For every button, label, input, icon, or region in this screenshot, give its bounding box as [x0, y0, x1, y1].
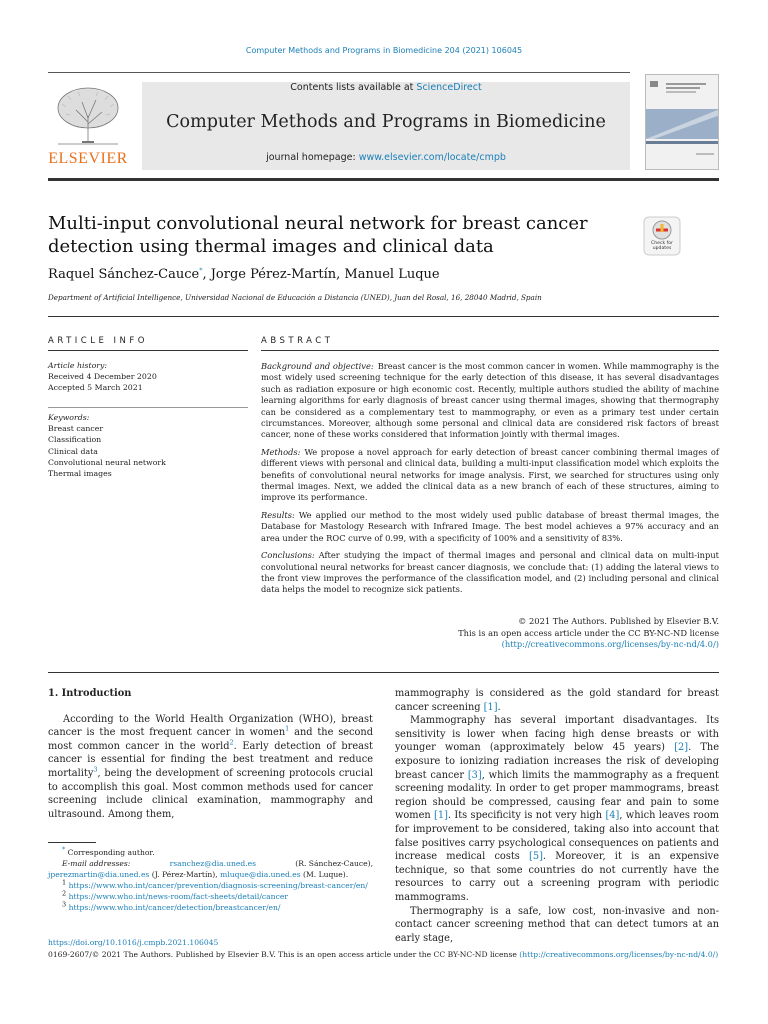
abstract-text: After studying the impact of thermal images and personal and clinical data on multi-input convolutional neural networks for breast cancer diagnosis, we conclude that: (1) adding the lateral views to the front view improves the performance of the classification model, and (2) including personal and clinical data helps the model to recognize sick patients.: [261, 550, 719, 595]
text-run: , being the development of screening protocols crucial to accomplish this goal. Most common methods used for cancer screening include clinical examination, mammography and ultrasound. Among them,: [48, 767, 373, 820]
body-paragraph: Thermography is a safe, low cost, non-invasive and non-contact cancer screening method that can detect tumors at an early stage,: [395, 905, 719, 944]
citation-link[interactable]: [3]: [467, 769, 482, 781]
issn-text: 0169-2607/© 2021 The Authors. Published by Elsevier B.V. This is an open access article under the CC BY-NC-ND license: [48, 950, 520, 959]
text-run: mammography is considered as the gold standard for breast cancer screening: [395, 688, 719, 713]
citation-link[interactable]: [4]: [605, 810, 620, 822]
history-label: Article history:: [48, 361, 108, 370]
abstract-label: Background and objective:: [261, 361, 374, 371]
body-column-right: [395, 687, 719, 945]
keyword-item: Breast cancer: [48, 424, 104, 434]
text-run: . Early detection of breast cancer is essential for finding the best treatment and reduce mortality: [48, 740, 373, 779]
masthead-rule: [48, 72, 630, 73]
keyword-item: Clinical data: [48, 446, 98, 456]
article-history: [48, 360, 248, 393]
body-column-left: [48, 687, 373, 821]
abstract-text: We applied our method to the most widely used public database of breast thermal images, the Database for Mastology Research with Infrared Image. The best model achieves a 97% accuracy and an area under the ROC curve of 0.99, with a specificity of 100% and a sensitivity of 83%.: [261, 509, 719, 543]
author-name[interactable]: Jorge Pérez-Martín: [210, 267, 337, 282]
email-link[interactable]: mluque@dia.uned.es: [220, 870, 301, 879]
email-link[interactable]: rsanchez@dia.uned.es: [169, 859, 257, 868]
body-paragraph: [395, 714, 719, 904]
footnote-rule: [48, 842, 96, 843]
footnote-emails-cont: [48, 869, 373, 880]
issn-line: [48, 950, 719, 959]
affiliation: Department of Artificial Intelligence, Universidad Nacional de Educación a Distancia (UNED), Juan del Rosal, 16, 28040 Madrid, Spain: [48, 293, 542, 302]
text-run: , which limits the mammography as a frequent screening modality. In order to get proper mammograms, breast region should be compressed, causing fear and pain to some women: [395, 769, 719, 822]
abstract-body: [261, 361, 719, 602]
asterisk-mark: *: [62, 845, 66, 854]
abstract-label: Conclusions:: [261, 550, 315, 561]
abstract-methods: [261, 447, 719, 504]
keyword-item: Thermal images: [48, 469, 112, 479]
text-run: , which leaves room for improvement to be considered, taking also into account that false positives carry psychological consequences on patients and increase medical costs: [395, 810, 720, 863]
cover-image: [646, 75, 719, 170]
abstract-text: Breast cancer is the most common cancer in women. While mammography is the most widely used screening technique for the early detection of this disease, it has several disadvantages such as radiation exposure or high economic cost. Recently, multiple authors studied the ability of machine learning algorithms for early diagnosis of breast cancer using thermal images, showing that thermography can be considered as a complementary test to mammography, or even as a primary test under certain circumstances. Moreover, although some personal and clinical data are considered risk factors of breast cancer, none of these works considered that information jointly with thermal images.: [261, 361, 719, 440]
author-list: [48, 267, 648, 282]
abstract-results: [261, 510, 719, 544]
article-title: Multi-input convolutional neural network for breast cancer detection using thermal images and clinical data: [48, 213, 588, 257]
license-link[interactable]: (http://creativecommons.org/licenses/by-nc-nd/4.0/): [501, 639, 719, 650]
footnote-2: $^2$ https://www.who.int/news-room/fact-sheets/detail/cancer: [62, 889, 288, 901]
body-paragraph: [48, 713, 373, 822]
author-name[interactable]: Manuel Luque: [344, 267, 440, 282]
copyright-line: © 2021 The Authors. Published by Elsevier B.V.: [518, 616, 719, 626]
citation-link[interactable]: [2]: [674, 742, 689, 754]
text-run: .: [497, 701, 501, 713]
license-line: This is an open access article under the CC BY-NC-ND license: [458, 627, 719, 638]
homepage-prefix: journal homepage:: [266, 152, 359, 163]
body-rule: [48, 672, 719, 673]
abstract-conclusions: [261, 550, 719, 596]
footnote-url[interactable]: https://www.who.int/cancer/detection/breastcancer/en/: [68, 903, 281, 912]
abstract-label: Methods:: [261, 446, 301, 457]
doi-link[interactable]: https://doi.org/10.1016/j.cmpb.2021.106045: [48, 938, 219, 947]
journal-title: Computer Methods and Programs in Biomedicine: [166, 112, 606, 132]
keyword-item: Classification: [48, 435, 102, 445]
citation-link[interactable]: [5]: [529, 851, 543, 863]
running-head[interactable]: Computer Methods and Programs in Biomedicine 204 (2021) 106045: [245, 46, 523, 55]
footer-license-link[interactable]: (http://creativecommons.org/licenses/by-nc-nd/4.0/): [519, 950, 719, 959]
keyword-item: Convolutional neural network: [48, 457, 166, 467]
text-run: and the second most common cancer in the world: [48, 727, 373, 752]
text-run: . Its specificity is not very high: [447, 810, 606, 822]
footnote-ref[interactable]: 1: [285, 724, 290, 733]
keywords-label: Keywords:: [48, 413, 90, 422]
article-info-heading: ARTICLE INFO: [48, 336, 148, 346]
corresponding-mark[interactable]: *: [199, 266, 203, 275]
citation-link[interactable]: [1]: [434, 810, 448, 822]
footnotes: [48, 847, 373, 913]
email-link[interactable]: jperezmartin@dia.uned.es: [48, 870, 150, 879]
text-run: . The exposure to ionizing radiation increases the risk of developing breast cancer: [395, 742, 720, 781]
abstract-rule: [261, 350, 719, 351]
author-name[interactable]: Raquel Sánchez-Cauce: [48, 267, 200, 282]
copyright-block: [261, 616, 719, 651]
citation-link[interactable]: [1]: [483, 701, 498, 713]
email-owner: (J. Pérez-Martín),: [151, 870, 218, 879]
crossmark-button[interactable]: [643, 216, 681, 256]
text-run: . Moreover, it is an expensive technique, so that some countries do not currently have the resources to carry out a screening program with periodic mammograms.: [395, 851, 720, 903]
sciencedirect-link[interactable]: ScienceDirect: [416, 82, 482, 93]
text-run: According to the World Health Organization (WHO), breast cancer is the most frequent cancer in women: [48, 713, 373, 739]
footnote-emails: [48, 858, 373, 869]
header-rule: [48, 316, 719, 317]
email-owner: (M. Luque).: [303, 870, 349, 879]
text-run: Mammography has several important disadvantages. Its sensitivity is lower when facing high dense breasts or with younger woman (approximately below 45 years): [395, 715, 719, 754]
footnote-text: Corresponding author.: [67, 848, 155, 857]
footnote-url[interactable]: https://www.who.int/news-room/fact-sheets/detail/cancer: [68, 892, 288, 901]
footnote-url[interactable]: https://www.who.int/cancer/prevention/diagnosis-screening/breast-cancer/en/: [68, 881, 368, 890]
abstract-heading: ABSTRACT: [261, 336, 334, 346]
received-date: Received 4 December 2020: [48, 372, 157, 381]
author-separator: ,: [202, 267, 211, 282]
masthead-rule-thick: [48, 178, 719, 181]
article-info-rule: [48, 350, 248, 351]
contents-prefix: Contents lists available at: [290, 82, 417, 93]
contents-line: [142, 82, 630, 93]
history-rule: [48, 407, 248, 408]
footnote-ref[interactable]: 3: [93, 765, 98, 774]
email-label: E-mail addresses:: [62, 859, 131, 868]
keywords-block: [48, 412, 248, 479]
footnote-1: $^1$ https://www.who.int/cancer/prevention/diagnosis-screening/breast-cancer/en/: [62, 878, 368, 890]
footnote-3: $^3$ https://www.who.int/cancer/detection/breastcancer/en/: [62, 900, 281, 912]
email-owner: (R. Sánchez-Cauce),: [295, 859, 373, 868]
body-paragraph: [395, 687, 719, 714]
homepage-line: [142, 152, 630, 163]
elsevier-wordmark: ELSEVIER: [48, 150, 128, 167]
abstract-label: Results:: [261, 509, 295, 520]
accepted-date: Accepted 5 March 2021: [48, 383, 143, 392]
homepage-link[interactable]: www.elsevier.com/locate/cmpb: [358, 152, 506, 163]
abstract-background: [261, 361, 719, 441]
author-separator: ,: [336, 267, 345, 282]
journal-cover-icon[interactable]: [645, 74, 719, 170]
crossmark-label: Check for updates: [651, 241, 673, 251]
footnote-corresponding: [48, 847, 373, 858]
section-heading: 1. Introduction: [48, 688, 132, 699]
abstract-text: We propose a novel approach for early detection of breast cancer combining thermal images of different views with personal and clinical data, building a multi-input classification model which exploits the benefits of convolutional neural networks for image analysis. First, we searched for structures using only thermal images. Next, we added the clinical data as a new branch of each of these structures, aiming to improve its performance.: [261, 446, 719, 503]
footnote-ref[interactable]: 2: [229, 738, 234, 747]
